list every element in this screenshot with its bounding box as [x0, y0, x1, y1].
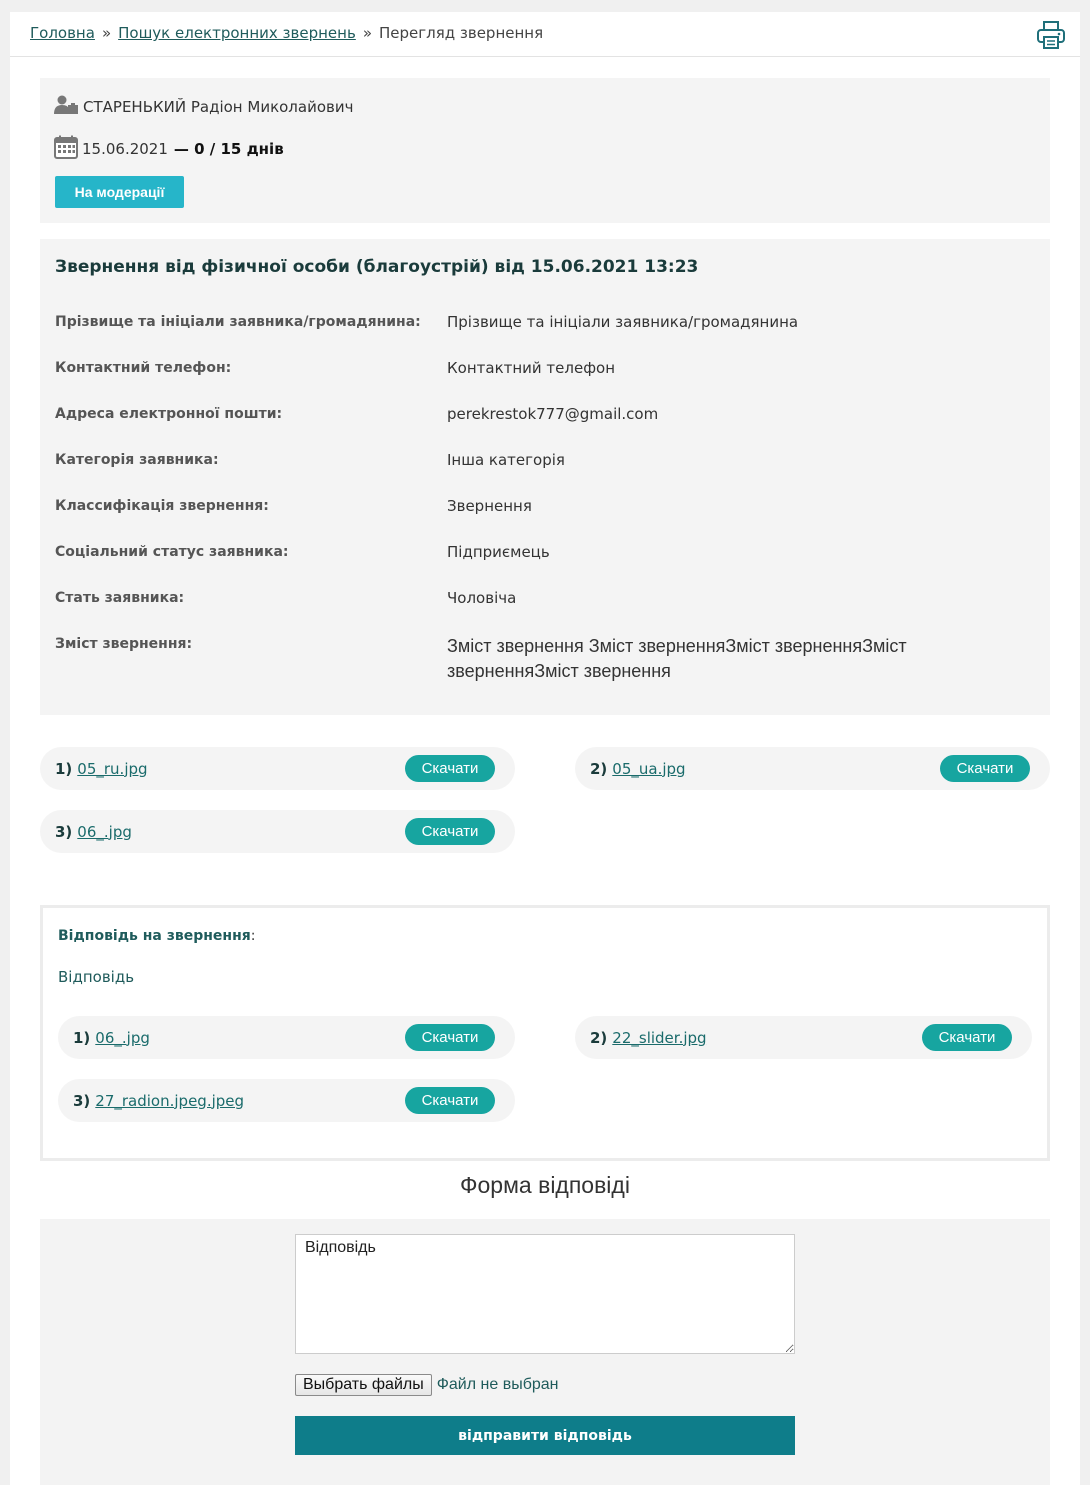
header-divider — [10, 56, 1080, 57]
field-value: Чоловіча — [447, 589, 517, 607]
breadcrumb-search-link[interactable]: Пошук електронних звернень — [118, 24, 356, 42]
field-value: Звернення — [447, 497, 532, 515]
appeal-title: Звернення від фізичної особи (благоустрій) від 15.06.2021 13:23 — [55, 257, 699, 277]
attachment-link[interactable]: 06_.jpg — [77, 822, 132, 841]
appeal-date: 15.06.2021 — [82, 140, 168, 158]
print-icon[interactable] — [1036, 20, 1066, 50]
field-label: Стать заявника: — [55, 590, 185, 606]
field-label: Классифікація звернення: — [55, 498, 269, 514]
field-label: Зміст звернення: — [55, 636, 193, 652]
appeal-details — [40, 239, 1050, 715]
appeal-content: Зміст звернення Зміст зверненняЗміст зверненняЗміст зверненняЗміст звернення — [447, 636, 907, 681]
reply-form — [40, 1219, 1050, 1485]
download-button[interactable]: Скачати — [940, 755, 1030, 782]
file-upload — [295, 1374, 559, 1396]
answer-text: Відповідь — [58, 968, 135, 986]
attachment-item — [40, 747, 515, 790]
date-row — [54, 135, 284, 163]
attachment-number: 3) — [73, 1091, 91, 1110]
attachment-link[interactable]: 05_ua.jpg — [612, 759, 686, 778]
field-value: Підприємець — [447, 543, 550, 561]
breadcrumb-separator: » — [101, 24, 112, 42]
user-icon — [54, 95, 83, 119]
page-container — [10, 12, 1080, 1485]
attachment-link[interactable]: 06_.jpg — [95, 1028, 150, 1047]
attachment-link[interactable]: 27_radion.jpeg.jpeg — [95, 1091, 245, 1110]
field-value: perekrestok777@gmail.com — [447, 405, 659, 423]
reply-form-title: Форма відповіді — [460, 1172, 630, 1198]
attachment-number: 1) — [55, 759, 73, 778]
field-label: Контактний телефон: — [55, 360, 232, 376]
field-value: Інша категорія — [447, 451, 565, 469]
attachment-number: 2) — [590, 1028, 608, 1047]
answer-attachment-item — [575, 1016, 1032, 1059]
field-label: Категорія заявника: — [55, 452, 219, 468]
answer-attachment-item — [58, 1079, 515, 1122]
calendar-icon — [54, 135, 82, 163]
author-row — [54, 95, 353, 119]
attachment-number: 1) — [73, 1028, 91, 1047]
file-status: Файл не выбран — [436, 1376, 559, 1393]
answer-attachment-item — [58, 1016, 515, 1059]
attachment-number: 2) — [590, 759, 608, 778]
attachment-link[interactable]: 05_ru.jpg — [77, 759, 148, 778]
field-value: Контактний телефон — [447, 359, 616, 377]
days-counter: — 0 / 15 днів — [173, 140, 284, 158]
breadcrumb-separator: » — [362, 24, 372, 42]
field-label: Адреса електронної пошти: — [55, 406, 283, 422]
appeal-meta — [40, 78, 1050, 223]
attachment-item — [575, 747, 1050, 790]
attachment-item — [40, 810, 515, 853]
download-button[interactable]: Скачати — [405, 1087, 495, 1114]
breadcrumb-current: Перегляд звернення — [379, 24, 544, 42]
answer-section — [40, 905, 1050, 1161]
status-badge: На модерації — [55, 176, 184, 208]
breadcrumb — [30, 24, 543, 42]
breadcrumb-home-link[interactable]: Головна — [30, 24, 95, 42]
field-label: Прізвище та ініціали заявника/громадянина: — [55, 314, 421, 330]
answer-title-text: Відповідь на звернення — [58, 928, 251, 944]
download-button[interactable]: Скачати — [405, 818, 495, 845]
author-name: СТАРЕНЬКИЙ Радіон Миколайович — [83, 98, 354, 116]
download-button[interactable]: Скачати — [405, 755, 495, 782]
field-value: Прізвище та ініціали заявника/громадянина — [447, 313, 799, 331]
attachment-link[interactable]: 22_slider.jpg — [612, 1028, 707, 1047]
field-label: Соціальний статус заявника: — [55, 544, 289, 560]
reply-textarea[interactable] — [295, 1234, 795, 1354]
download-button[interactable]: Скачати — [922, 1024, 1012, 1051]
attachment-number: 3) — [55, 822, 73, 841]
answer-title-colon: : — [250, 928, 256, 944]
choose-files-button[interactable]: Выбрать файлы — [295, 1374, 432, 1396]
download-button[interactable]: Скачати — [405, 1024, 495, 1051]
answer-title — [58, 928, 256, 944]
submit-reply-button[interactable]: відправити відповідь — [295, 1416, 795, 1455]
